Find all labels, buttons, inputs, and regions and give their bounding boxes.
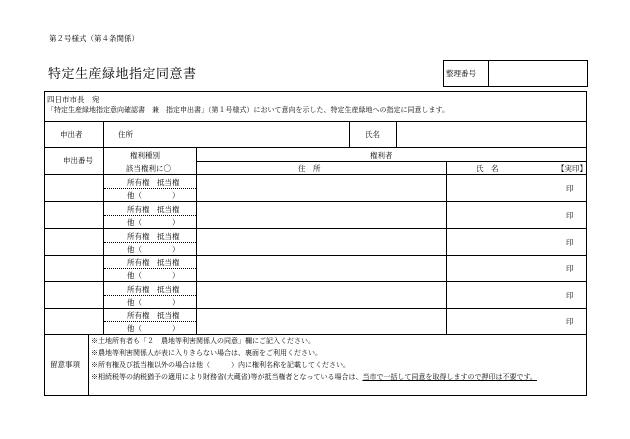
applicant-address-label: 住所 [118,130,133,139]
application-number-cell[interactable] [45,309,102,333]
note-text: ※相続税等の納税猶予の適用により財務省(大蔵省)等が抵当権者となっている場合は、 [91,373,363,381]
holder-name-cell[interactable] [448,175,548,200]
reference-number-label: 整理番号 [446,69,476,78]
holder-address-cell[interactable] [198,282,444,307]
application-number-cell[interactable] [45,256,102,280]
application-number-cell[interactable] [45,202,102,227]
seal-mark: 印 [566,184,574,193]
rights-type-options[interactable]: 所有権 抵当権 [127,258,180,267]
rights-type-subheader: 該当権利に〇 [126,164,171,173]
notes-label: 留意事項 [50,360,80,369]
note-item-tax-deferral [91,374,537,381]
rights-type-other[interactable]: 他（ ） [127,218,180,227]
holder-address-header: 住 所 [298,164,321,173]
note-item: ※土地所有者も「２ 農地等利害関係人の同意」欄にご記入ください。 [91,337,315,345]
note-item: ※農地等利害関係人が表に入りきらない場合は、裏面をご利用ください。 [91,349,322,357]
holder-address-cell[interactable] [198,256,444,280]
application-number-cell[interactable] [45,175,102,200]
application-number-cell[interactable] [45,229,102,254]
rights-type-options[interactable]: 所有権 抵当権 [127,178,180,187]
note-underlined-text: 当市で一括して同意を取得しますので押印は不要です。 [362,373,537,381]
rights-type-other[interactable]: 他（ ） [127,191,180,200]
rights-type-options[interactable]: 所有権 抵当権 [127,311,180,320]
seal-mark: 印 [566,211,574,220]
rights-type-other[interactable]: 他（ ） [127,271,180,280]
seal-mark: 印 [566,291,574,300]
rights-holder-header: 権利者 [370,151,393,160]
holder-name-cell[interactable] [448,256,548,280]
page-title: 特定生産緑地指定同意書 [48,67,197,82]
rights-type-other[interactable]: 他（ ） [127,324,180,333]
consent-statement: 「特定生産緑地指定意向確認書 兼 指定申出書」（第１号様式）において意向を示した、特定生産緑地への指定に同意します。 [47,106,449,114]
seal-mark: 印 [566,238,574,247]
holder-name-header: 氏 名 [476,164,499,173]
rights-type-other[interactable]: 他（ ） [127,298,180,307]
rights-type-header: 権利種別 [130,151,160,160]
holder-name-cell[interactable] [448,202,548,227]
rights-type-options[interactable]: 所有権 抵当権 [127,285,180,294]
holder-name-cell[interactable] [448,229,548,254]
holder-address-cell[interactable] [198,309,444,333]
application-number-cell[interactable] [45,282,102,307]
rights-type-options[interactable]: 所有権 抵当権 [127,205,180,214]
form-number-label: 第２号様式（第４条関係） [49,34,139,43]
seal-mark: 印 [566,317,574,326]
addressee: 四日市市長 宛 [47,95,100,104]
holder-name-cell[interactable] [448,282,548,307]
applicant-address-field[interactable] [140,123,347,145]
holder-address-cell[interactable] [198,229,444,254]
application-number-header: 申出番号 [63,156,93,165]
applicant-name-label: 氏名 [365,130,380,139]
holder-name-cell[interactable] [448,309,548,333]
applicant-name-field[interactable] [398,123,585,145]
rights-type-options[interactable]: 所有権 抵当権 [127,232,180,241]
registered-seal-header: 【実印】 [557,164,587,173]
seal-mark: 印 [566,264,574,273]
notes-list [91,338,537,381]
rights-type-other[interactable]: 他（ ） [127,245,180,254]
applicant-label: 申出者 [60,130,83,139]
holder-address-cell[interactable] [198,175,444,200]
reference-number-field[interactable] [489,61,587,86]
holder-address-cell[interactable] [198,202,444,227]
note-item: ※所有権及び抵当権以外の場合は他（ ）内に権利名称を記載してください。 [91,361,350,369]
